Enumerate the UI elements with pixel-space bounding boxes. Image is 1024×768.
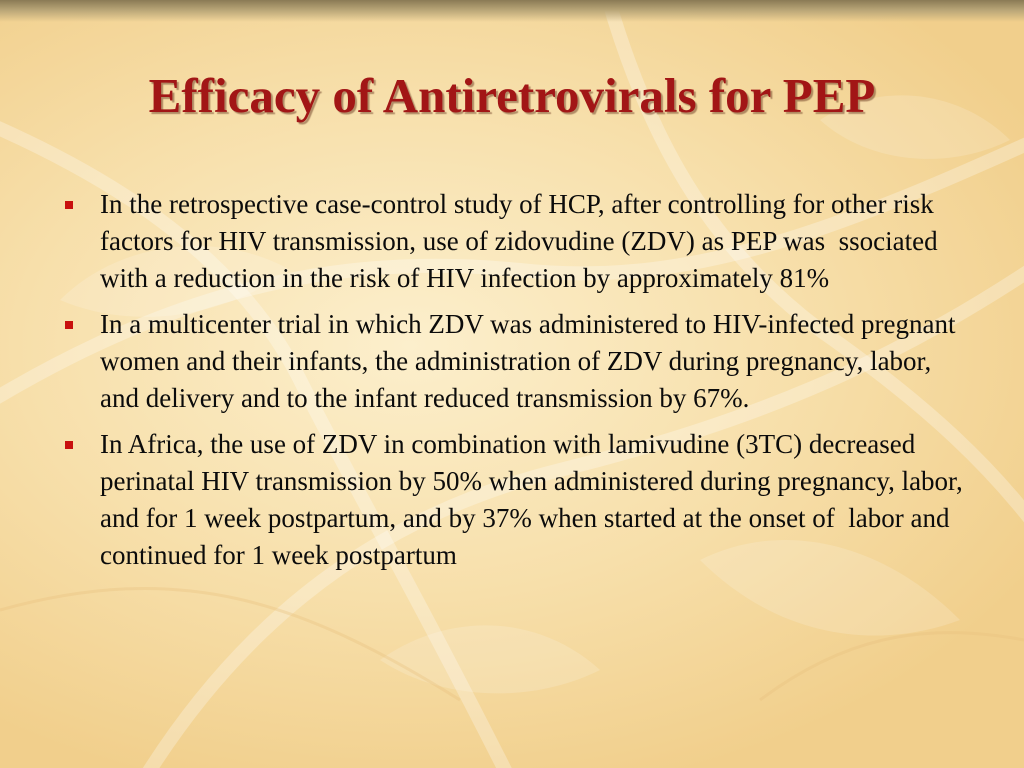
top-shade-bar [0, 0, 1024, 22]
square-bullet-icon [65, 441, 73, 449]
slide-title: Efficacy of Antiretrovirals for PEP [148, 68, 876, 123]
bullet-text: In Africa, the use of ZDV in combination with lamivudine (3TC) decreased perinatal HIV transmission by 50% when administered during pregnancy, labor, and for 1 week postpartum, and by 37% when started at the onset of labor and continued for 1 week postpartum [100, 429, 970, 570]
bullet-text: In the retrospective case-control study of HCP, after controlling for other risk factors for HIV transmission, use of zidovudine (ZDV) as PEP was ssociated with a reduction in the risk of HIV infection by approximately 81% [100, 189, 945, 293]
bullet-item [62, 306, 972, 417]
square-bullet-icon [65, 321, 73, 329]
bullet-item [62, 426, 972, 574]
bullet-item [62, 186, 972, 297]
square-bullet-icon [65, 201, 73, 209]
bullet-list [62, 186, 972, 583]
bullet-text: In a multicenter trial in which ZDV was administered to HIV-infected pregnant women and their infants, the administration of ZDV during pregnancy, labor, and delivery and to the infant reduced transmission by 67%. [100, 309, 963, 413]
